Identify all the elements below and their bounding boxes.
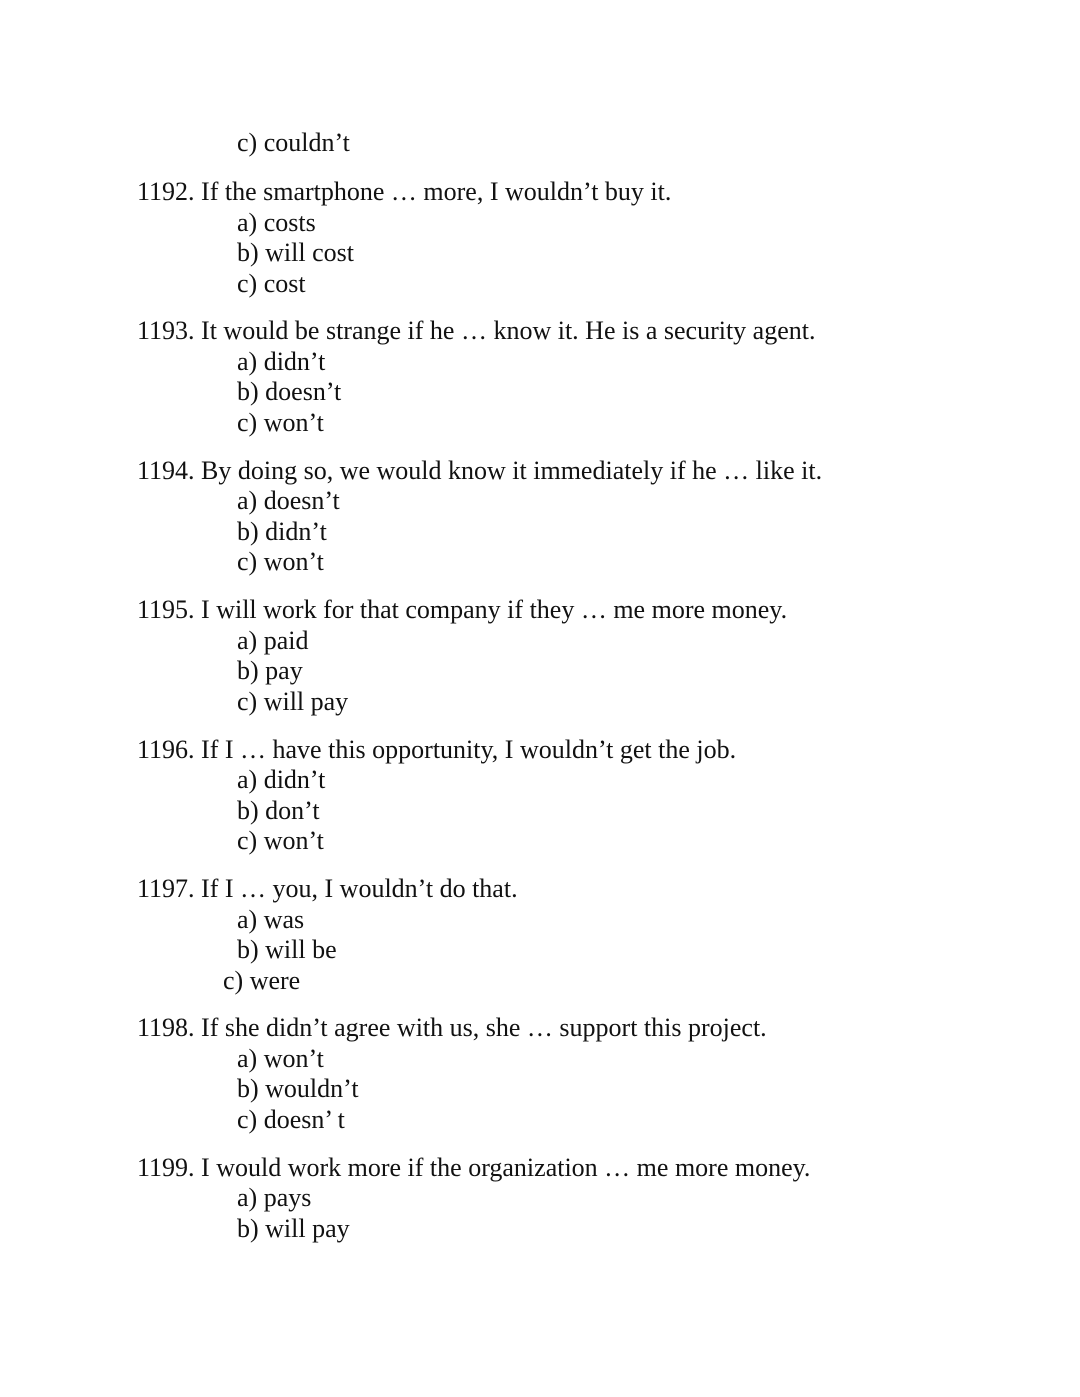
option-text: b) pay <box>237 656 303 686</box>
question-text: 1197. If I … you, I wouldn’t do that. <box>137 874 518 903</box>
option-text: c) were <box>223 965 301 995</box>
option-text: c) will pay <box>237 686 349 716</box>
option-text: c) couldn’t <box>237 128 350 157</box>
question-text: 1195. I will work for that company if they … me more money. <box>137 595 788 625</box>
option-text: b) wouldn’t <box>237 1074 359 1104</box>
question-text: 1192. If the smartphone … more, I wouldn’t buy it. <box>137 177 672 206</box>
question-text: 1196. If I … have this opportunity, I wouldn’t get the job. <box>137 734 737 764</box>
option-text: b) will pay <box>237 1213 350 1243</box>
option-text: c) cost <box>237 268 306 298</box>
option-text: a) won’t <box>237 1043 324 1073</box>
option-text: c) won’t <box>237 826 324 856</box>
option-text: b) will cost <box>237 238 354 267</box>
question-text: 1193. It would be strange if he … know it. He is a security agent. <box>137 316 816 346</box>
option-text: a) doesn’t <box>237 486 340 516</box>
option-text: a) pays <box>237 1183 312 1213</box>
option-text: b) don’t <box>237 795 320 825</box>
option-text: a) costs <box>237 207 316 237</box>
option-text: b) will be <box>237 935 337 964</box>
option-text: a) paid <box>237 625 309 655</box>
option-text: b) didn’t <box>237 516 327 546</box>
option-text: b) doesn’t <box>237 377 342 407</box>
option-text: c) won’t <box>237 547 324 577</box>
question-text: 1199. I would work more if the organization … me more money. <box>137 1152 811 1182</box>
option-text: c) won’t <box>237 407 324 437</box>
question-text: 1194. By doing so, we would know it immediately if he … like it. <box>137 455 823 485</box>
option-text: a) didn’t <box>237 346 326 376</box>
option-text: a) was <box>237 904 305 934</box>
option-text: a) didn’t <box>237 765 326 795</box>
option-text: c) doesn’ t <box>237 1104 345 1134</box>
question-text: 1198. If she didn’t agree with us, she … support this project. <box>137 1013 767 1043</box>
